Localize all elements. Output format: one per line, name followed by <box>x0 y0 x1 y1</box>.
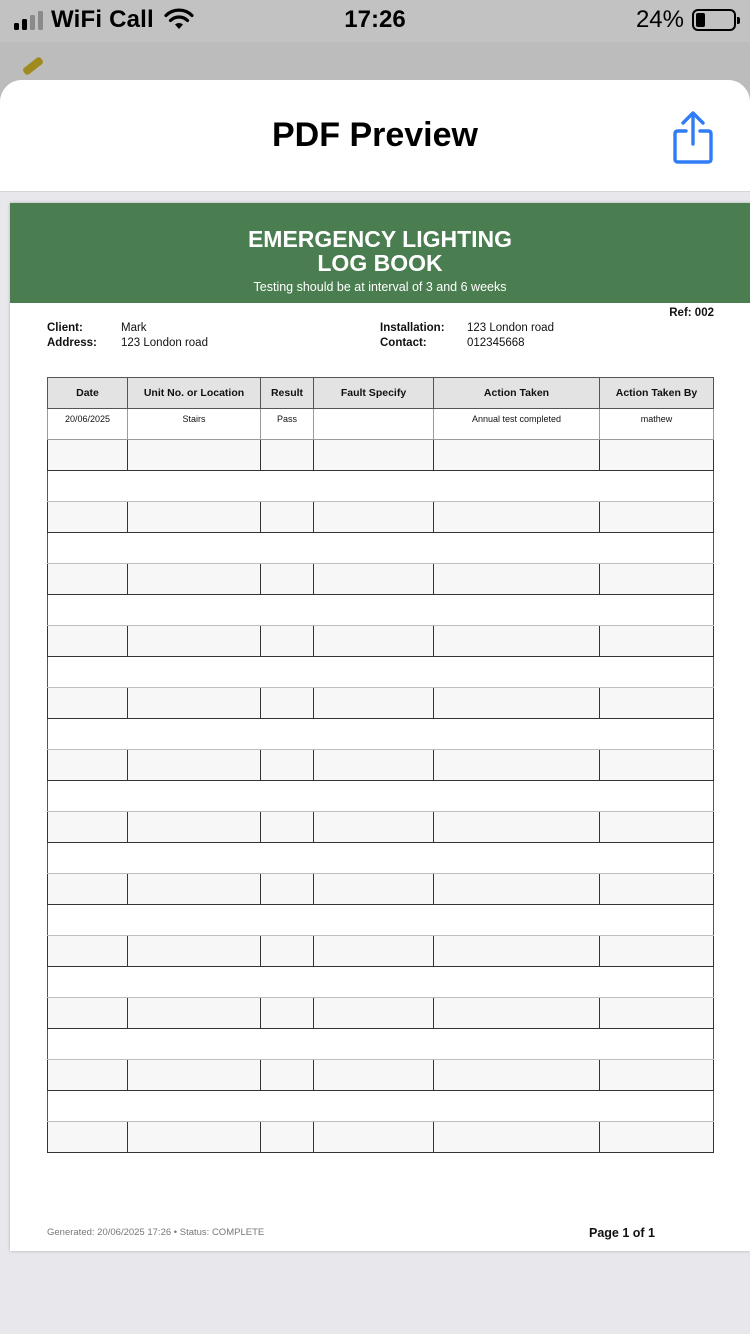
cell-location: Stairs <box>128 409 261 440</box>
empty-cell <box>600 812 714 843</box>
document-title <box>10 227 750 275</box>
separator-cell <box>48 781 714 812</box>
empty-cell <box>48 564 128 595</box>
row-separator <box>48 595 714 626</box>
empty-cell <box>434 688 600 719</box>
cell-action-by: mathew <box>600 409 714 440</box>
empty-cell <box>600 502 714 533</box>
header-unit-location: Unit No. or Location <box>128 378 261 409</box>
carrier-label: WiFi Call <box>51 6 154 33</box>
empty-cell <box>314 502 434 533</box>
empty-cell <box>48 812 128 843</box>
empty-cell <box>600 688 714 719</box>
reference-number: Ref: 002 <box>669 307 714 319</box>
empty-entry-row <box>48 502 714 533</box>
empty-entry-row <box>48 874 714 905</box>
empty-cell <box>314 750 434 781</box>
header-action-taken-by: Action Taken By <box>600 378 714 409</box>
header-action-taken: Action Taken <box>434 378 600 409</box>
empty-cell <box>434 998 600 1029</box>
empty-cell <box>48 502 128 533</box>
empty-cell <box>434 812 600 843</box>
empty-cell <box>261 564 314 595</box>
empty-cell <box>261 688 314 719</box>
empty-cell <box>434 564 600 595</box>
empty-cell <box>128 626 261 657</box>
separator-cell <box>48 905 714 936</box>
separator-cell <box>48 719 714 750</box>
generated-footer: Generated: 20/06/2025 17:26 • Status: COMPLETE <box>47 1227 265 1238</box>
empty-cell <box>434 502 600 533</box>
clock: 17:26 <box>344 6 406 33</box>
empty-cell <box>314 688 434 719</box>
pdf-page <box>10 203 750 1251</box>
separator-cell <box>48 843 714 874</box>
client-value: Mark <box>121 322 147 334</box>
empty-cell <box>128 1122 261 1153</box>
empty-cell <box>314 998 434 1029</box>
empty-cell <box>314 564 434 595</box>
empty-cell <box>314 626 434 657</box>
empty-cell <box>600 564 714 595</box>
battery-percentage: 24% <box>635 6 684 33</box>
empty-cell <box>128 998 261 1029</box>
empty-cell <box>261 626 314 657</box>
battery-fill <box>696 13 705 27</box>
empty-entry-row <box>48 1122 714 1153</box>
empty-cell <box>600 936 714 967</box>
separator-cell <box>48 471 714 502</box>
empty-cell <box>48 750 128 781</box>
empty-cell <box>48 440 128 471</box>
empty-entry-row <box>48 688 714 719</box>
empty-cell <box>261 874 314 905</box>
empty-entry-row <box>48 750 714 781</box>
empty-entry-row <box>48 440 714 471</box>
separator-cell <box>48 1029 714 1060</box>
empty-cell <box>128 1060 261 1091</box>
client-info <box>47 322 347 356</box>
document-banner <box>10 203 750 303</box>
empty-cell <box>261 502 314 533</box>
row-separator <box>48 533 714 564</box>
empty-cell <box>314 874 434 905</box>
background-app-peek <box>22 56 44 76</box>
row-separator <box>48 719 714 750</box>
empty-cell <box>314 1122 434 1153</box>
row-separator <box>48 657 714 688</box>
installation-value: 123 London road <box>467 322 554 334</box>
page-number: Page 1 of 1 <box>589 1226 655 1240</box>
empty-cell <box>48 626 128 657</box>
empty-cell <box>261 812 314 843</box>
empty-cell <box>261 1060 314 1091</box>
empty-cell <box>128 564 261 595</box>
status-right <box>636 6 736 34</box>
empty-cell <box>48 936 128 967</box>
table-row <box>48 409 714 440</box>
empty-entry-row <box>48 936 714 967</box>
empty-cell <box>261 750 314 781</box>
separator-cell <box>48 657 714 688</box>
status-bar <box>0 0 750 42</box>
empty-cell <box>314 812 434 843</box>
table-header-row <box>48 378 714 409</box>
separator-cell <box>48 595 714 626</box>
empty-cell <box>434 626 600 657</box>
empty-cell <box>128 502 261 533</box>
address-value: 123 London road <box>121 337 208 349</box>
empty-cell <box>261 1122 314 1153</box>
empty-entry-row <box>48 626 714 657</box>
empty-cell <box>48 1060 128 1091</box>
empty-cell <box>314 936 434 967</box>
empty-cell <box>600 1122 714 1153</box>
empty-cell <box>48 998 128 1029</box>
empty-cell <box>128 440 261 471</box>
row-separator <box>48 967 714 998</box>
separator-cell <box>48 967 714 998</box>
cell-result: Pass <box>261 409 314 440</box>
empty-cell <box>434 874 600 905</box>
empty-cell <box>48 1122 128 1153</box>
sheet-title: PDF Preview <box>272 116 478 154</box>
contact-label: Contact: <box>380 337 427 349</box>
row-separator <box>48 1091 714 1122</box>
row-separator <box>48 781 714 812</box>
empty-cell <box>600 998 714 1029</box>
pdf-preview-sheet <box>0 80 750 1334</box>
row-separator <box>48 905 714 936</box>
empty-cell <box>128 936 261 967</box>
empty-entry-row <box>48 998 714 1029</box>
empty-cell <box>128 812 261 843</box>
empty-cell <box>434 1060 600 1091</box>
empty-cell <box>600 626 714 657</box>
cell-fault <box>314 409 434 440</box>
empty-entry-row <box>48 564 714 595</box>
empty-cell <box>128 874 261 905</box>
empty-cell <box>128 750 261 781</box>
row-separator <box>48 471 714 502</box>
sheet-header <box>0 80 750 192</box>
empty-cell <box>261 440 314 471</box>
installation-info <box>380 322 680 356</box>
empty-cell <box>600 1060 714 1091</box>
document-title-line1: EMERGENCY LIGHTING <box>247 226 513 252</box>
contact-value: 012345668 <box>467 337 525 349</box>
header-fault-specify: Fault Specify <box>314 378 434 409</box>
row-separator <box>48 1029 714 1060</box>
empty-cell <box>48 874 128 905</box>
empty-cell <box>314 1060 434 1091</box>
share-icon[interactable] <box>670 110 716 166</box>
header-result: Result <box>261 378 314 409</box>
empty-cell <box>600 750 714 781</box>
empty-cell <box>48 688 128 719</box>
empty-cell <box>600 874 714 905</box>
cell-date: 20/06/2025 <box>48 409 128 440</box>
empty-cell <box>314 440 434 471</box>
document-title-line2: LOG BOOK <box>317 250 443 276</box>
empty-cell <box>434 440 600 471</box>
empty-cell <box>434 750 600 781</box>
empty-cell <box>434 1122 600 1153</box>
empty-cell <box>261 936 314 967</box>
log-table <box>47 377 714 1153</box>
address-label: Address: <box>47 337 97 349</box>
empty-cell <box>434 936 600 967</box>
separator-cell <box>48 533 714 564</box>
installation-label: Installation: <box>380 322 445 334</box>
empty-cell <box>600 440 714 471</box>
cell-action: Annual test completed <box>434 409 600 440</box>
empty-entry-row <box>48 812 714 843</box>
battery-icon <box>692 9 736 31</box>
separator-cell <box>48 1091 714 1122</box>
empty-cell <box>261 998 314 1029</box>
client-label: Client: <box>47 322 83 334</box>
empty-entry-row <box>48 1060 714 1091</box>
row-separator <box>48 843 714 874</box>
document-subtitle: Testing should be at interval of 3 and 6 weeks <box>253 280 507 294</box>
empty-cell <box>128 688 261 719</box>
header-date: Date <box>48 378 128 409</box>
